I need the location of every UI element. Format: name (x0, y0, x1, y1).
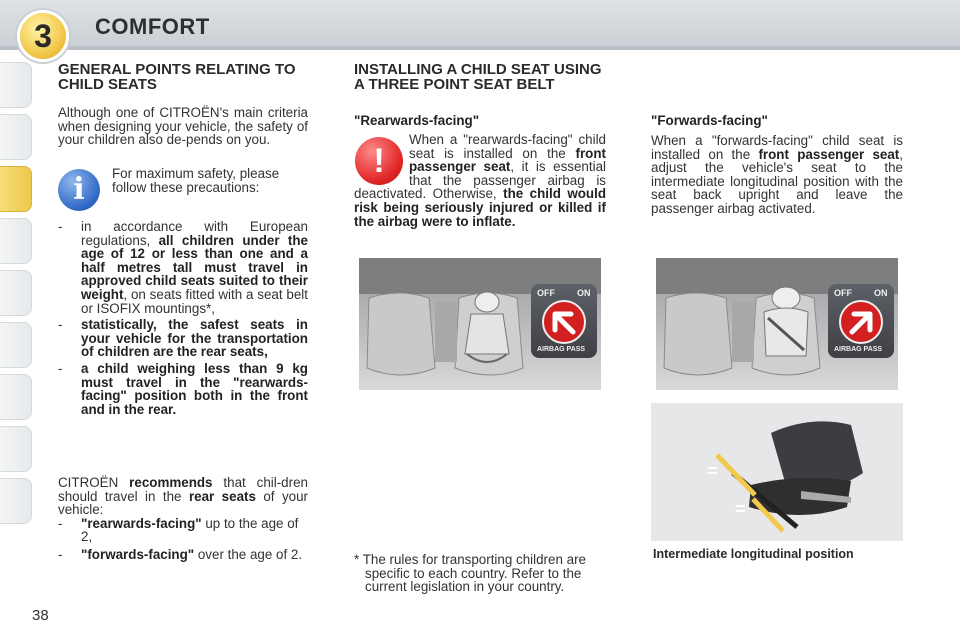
airbag-off-label: OFF (537, 288, 555, 298)
airbag-switch-panel (531, 284, 597, 358)
chapter-tab-5[interactable] (0, 270, 32, 316)
header-strip (0, 46, 960, 50)
rearwards-subheading: "Rearwards-facing" (354, 113, 480, 128)
warning-icon: ! (355, 137, 403, 185)
forwards-paragraph: When a "forwards-facing" child seat is installed on the front passenger seat, adjust the vehicle's seat to the intermediate longitudinal position with the seat back upright and leave the passenger airbag activated. (651, 133, 903, 216)
recommendation-item-2: - "forwards-facing" over the age of 2. (58, 548, 308, 562)
forwards-facing-illustration (656, 258, 898, 390)
chapter-tabs (0, 62, 32, 530)
chapter-tab-6[interactable] (0, 322, 32, 368)
seat-position-caption: Intermediate longitudinal position (653, 547, 854, 561)
chapter-tab-2[interactable] (0, 114, 32, 160)
intro-paragraph: Although one of CITROËN's main criteria when designing your vehicle, the safety of your children also de-pends on you. (58, 105, 308, 148)
chapter-tab-1[interactable] (0, 62, 32, 108)
seat-position-illustration (651, 403, 903, 541)
airbag-off-label-2: OFF (834, 288, 852, 298)
precautions-list (58, 220, 308, 416)
forwards-subheading: "Forwards-facing" (651, 113, 768, 128)
chapter-tab-9[interactable] (0, 478, 32, 524)
footnote (354, 553, 606, 594)
footnote-paragraph: * The rules for transporting children are specific to each country. Refer to the current legislation in your country. (354, 552, 586, 595)
svg-text:=: = (735, 499, 746, 519)
recommendation-paragraph: CITROËN recommends that chil-dren should travel in the rear seats of your vehicle: (58, 475, 308, 518)
precaution-item-2: - statistically, the safest seats in your vehicle for the transportation of children are the rear seats, (58, 318, 308, 359)
precaution-item-3: - a child weighing less than 9 kg must travel in the "rearwards-facing" position both in the front and in the rear. (58, 362, 308, 416)
info-paragraph: For maximum safety, please follow these precautions: (112, 166, 280, 195)
chapter-tab-4[interactable] (0, 218, 32, 264)
forwards-text (651, 134, 903, 216)
recommendation-item-1: - "rearwards-facing" up to the age of 2, (58, 517, 308, 544)
chapter-tab-7[interactable] (0, 374, 32, 420)
rearwards-facing-illustration (359, 258, 601, 390)
chapter-tab-8[interactable] (0, 426, 32, 472)
seat-rail-drawing (651, 403, 903, 541)
airbag-switch-panel-2 (828, 284, 894, 358)
svg-text:=: = (707, 461, 718, 481)
left-heading: GENERAL POINTS RELATING TO CHILD SEATS (58, 61, 296, 93)
airbag-on-label: ON (577, 288, 591, 298)
middle-heading: INSTALLING A CHILD SEAT USING A THREE POINT SEAT BELT (354, 61, 602, 93)
recommendation (58, 476, 308, 562)
chapter-tab-3-active[interactable] (0, 166, 32, 212)
precaution-item-1: - in accordance with European regulations, all children under the age of 12 or less than one and a half metres tall must travel in approved child seats suited to their weight, on seats fitted with a seat belt or ISOFIX mountings*, (58, 220, 308, 315)
chapter-number-badge: 3 (17, 10, 69, 62)
airbag-pass-label: AIRBAG PASS (537, 346, 586, 353)
info-icon: i (58, 169, 100, 211)
airbag-warning-paragraph: When a "rearwards-facing" child seat is installed on the front passenger seat, it is essential that the passenger airbag is deactivated. Otherwise, the child would risk being seriously injured or killed if the airbag were to inflate. (354, 132, 607, 229)
chapter-title: COMFORT (95, 14, 210, 39)
airbag-pass-label-2: AIRBAG PASS (834, 346, 883, 353)
info-text (112, 167, 308, 194)
airbag-warning (354, 133, 606, 228)
airbag-on-label-2: ON (874, 288, 888, 298)
left-intro (58, 106, 308, 147)
page-number: 38 (32, 607, 49, 624)
